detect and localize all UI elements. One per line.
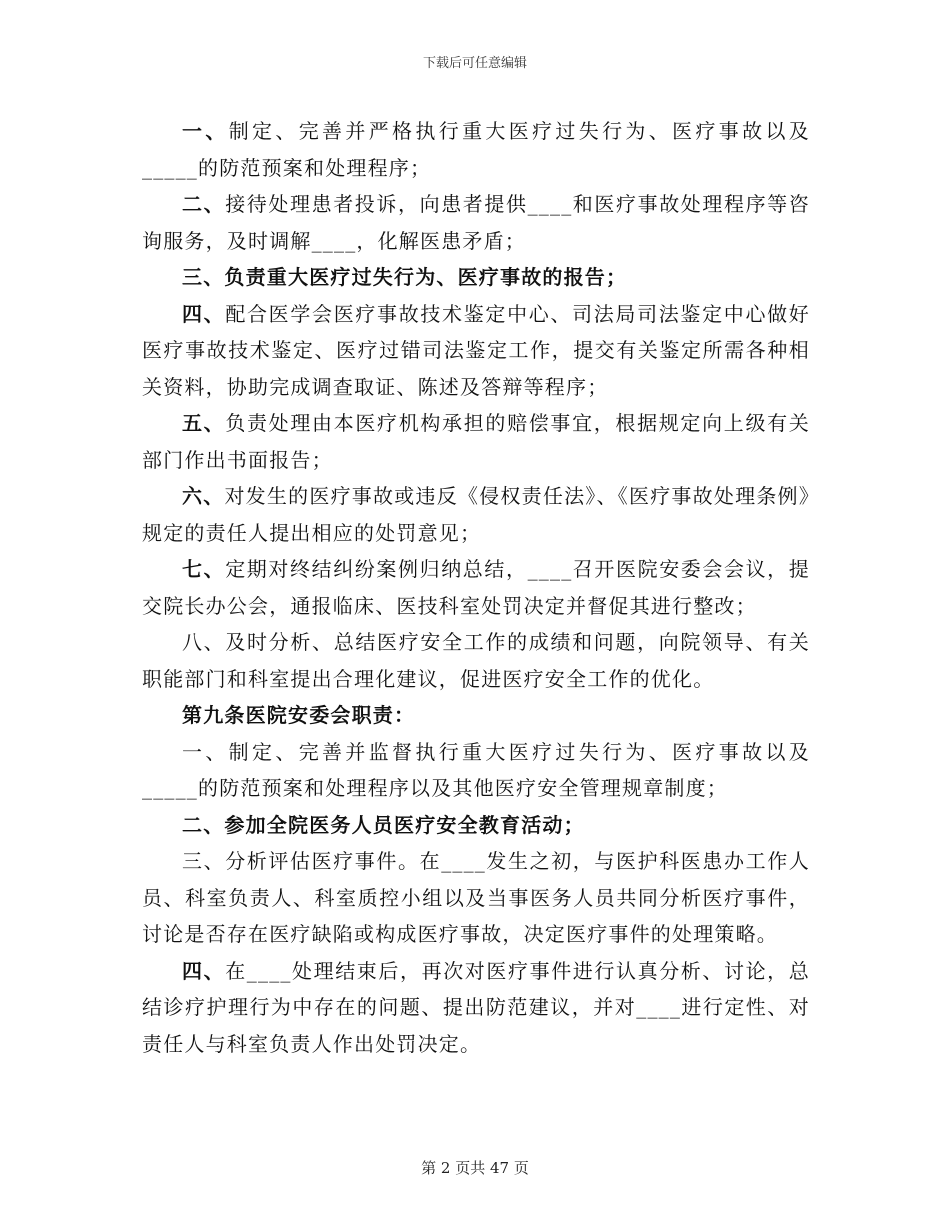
paragraph-8 xyxy=(142,624,810,697)
paragraph-6 xyxy=(142,478,810,551)
paragraph-13-body: 在____处理结束后，再次对医疗事件进行认真分析、讨论，总结诊疗护理行为中存在的问题、提出防范建议，并对____进行定性、对责任人与科室负责人作出处罚决定。 xyxy=(142,958,810,1056)
paragraph-10 xyxy=(142,734,810,807)
paragraph-13-lead: 四、 xyxy=(182,958,226,983)
page-header: 下载后可任意编辑 xyxy=(422,56,527,71)
paragraph-10-body: 一、制定、完善并监督执行重大医疗过失行为、医疗事故以及_____的防范预案和处理程序以及其他医疗安全管理规章制度； xyxy=(142,739,810,800)
paragraph-5-lead: 五、 xyxy=(182,411,226,435)
paragraph-3-lead: 三、负责重大医疗过失行为、医疗事故的报告； xyxy=(182,265,628,289)
paragraph-12-body: 三、分析评估医疗事件。在____发生之初，与医护科医患办工作人员、科室负责人、科室质控小组以及当事医务人员共同分析医疗事件，讨论是否存在医疗缺陷或构成医疗事故，决定医疗事件的处理策略。 xyxy=(142,849,810,946)
paragraph-6-body: 对发生的医疗事故或违反《侵权责任法》、《医疗事故处理条例》规定的责任人提出相应的处罚意见； xyxy=(142,484,810,545)
paragraph-2-body: 接待处理患者投诉，向患者提供____和医疗事故处理程序等咨询服务，及时调解____，化解医患矛盾； xyxy=(142,192,810,253)
paragraph-4-lead: 四、 xyxy=(182,301,226,326)
paragraph-2 xyxy=(142,186,810,259)
section-heading-9-lead: 第九条医院安委会职责： xyxy=(182,703,416,727)
paragraph-1-lead: 一、 xyxy=(182,119,229,143)
paragraph-1 xyxy=(142,113,810,186)
paragraph-11-lead: 二、参加全院医务人员医疗安全教育活动； xyxy=(182,812,585,837)
paragraph-2-lead: 二、 xyxy=(182,192,226,216)
paragraph-4-body: 配合医学会医疗事故技术鉴定中心、司法局司法鉴定中心做好医疗事故技术鉴定、医疗过错司法鉴定工作，提交有关鉴定所需各种相关资料，协助完成调查取证、陈述及答辩等程序； xyxy=(142,301,810,399)
paragraph-5-body: 负责处理由本医疗机构承担的赔偿事宜，根据规定向上级有关部门作出书面报告； xyxy=(142,411,810,472)
paragraph-12 xyxy=(142,843,810,953)
paragraph-8-body: 八、及时分析、总结医疗安全工作的成绩和问题，向院领导、有关职能部门和科室提出合理化建议，促进医疗安全工作的优化。 xyxy=(142,630,810,691)
page-footer: 第 2 页共 47 页 xyxy=(421,1159,529,1177)
paragraph-13 xyxy=(142,953,810,1063)
paragraph-4 xyxy=(142,296,810,406)
paragraph-1-body: 制定、完善并严格执行重大医疗过失行为、医疗事故以及_____的防范预案和处理程序； xyxy=(142,119,811,180)
paragraph-3 xyxy=(142,259,810,296)
paragraph-7 xyxy=(142,551,810,624)
paragraph-7-lead: 七、 xyxy=(182,557,226,581)
document-body xyxy=(142,113,810,1062)
section-heading-9 xyxy=(142,697,810,734)
paragraph-7-body: 定期对终结纠纷案例归纳总结，____召开医院安委会会议，提交院长办公会，通报临床、医技科室处罚决定并督促其进行整改； xyxy=(142,557,810,618)
paragraph-5 xyxy=(142,405,810,478)
paragraph-6-lead: 六、 xyxy=(182,484,225,508)
paragraph-11 xyxy=(142,807,810,844)
